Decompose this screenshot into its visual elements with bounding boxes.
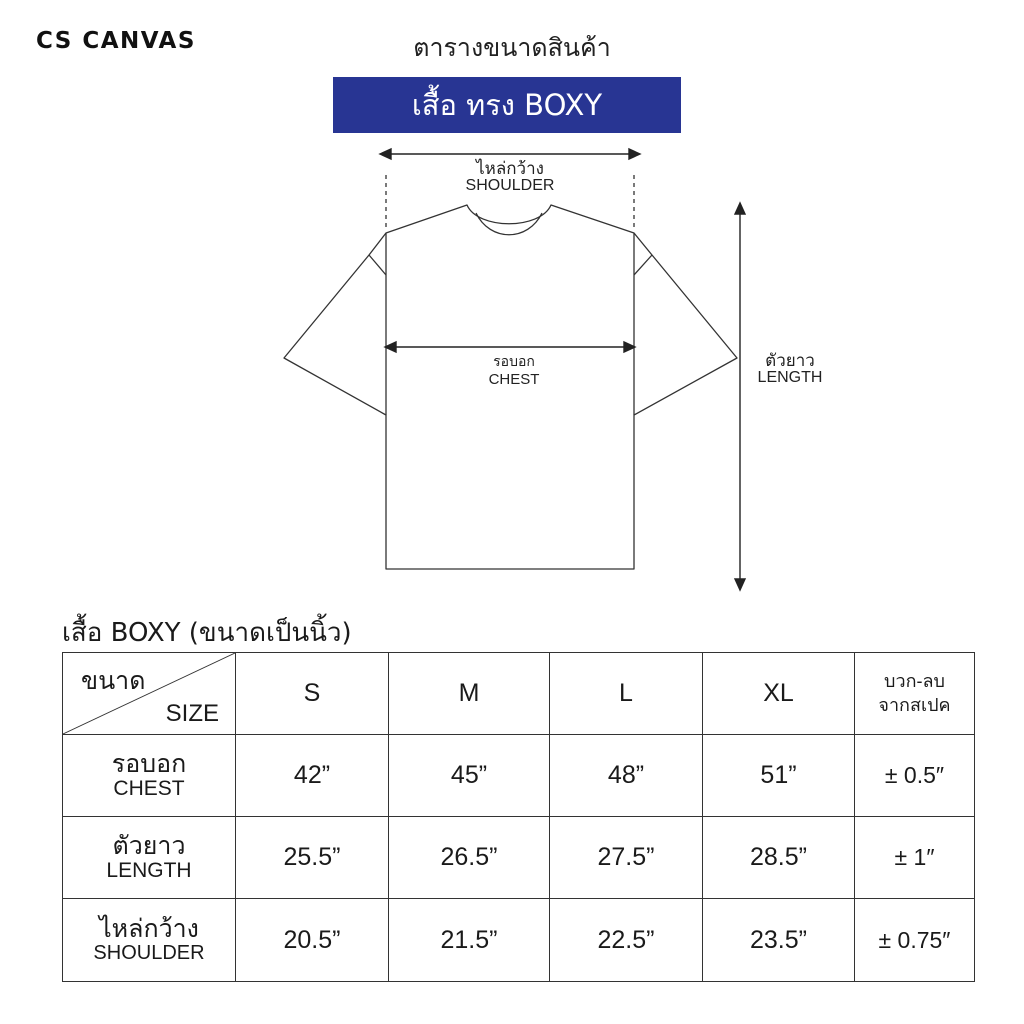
row-label-en: LENGTH bbox=[106, 859, 192, 883]
length-tolerance: ± 1″ bbox=[855, 817, 975, 899]
size-header-l: L bbox=[550, 653, 703, 735]
row-label-chest bbox=[63, 735, 236, 817]
size-table bbox=[62, 652, 975, 982]
length-s-value: 25.5” bbox=[236, 817, 389, 899]
size-header-xl: XL bbox=[703, 653, 855, 735]
size-header-m: M bbox=[389, 653, 550, 735]
row-label-en: SHOULDER bbox=[93, 942, 205, 965]
shoulder-s-value: 20.5” bbox=[236, 899, 389, 982]
row-label-th: รอบอก bbox=[111, 749, 187, 778]
tolerance-header-line1: บวก-ลบ bbox=[884, 671, 945, 692]
row-label-en: CHEST bbox=[113, 777, 185, 801]
shoulder-label-en: SHOULDER bbox=[465, 176, 555, 194]
shoulder-tolerance: ± 0.75″ bbox=[855, 899, 975, 982]
chest-label-en: CHEST bbox=[488, 370, 540, 388]
chest-label bbox=[464, 354, 564, 387]
table-row bbox=[63, 899, 975, 982]
length-label-th: ตัวยาว bbox=[765, 351, 815, 370]
table-row bbox=[63, 735, 975, 817]
length-label-en: LENGTH bbox=[757, 368, 823, 386]
chest-l-value: 48” bbox=[550, 735, 703, 817]
chest-tolerance: ± 0.5″ bbox=[855, 735, 975, 817]
banner-text: เสื้อ ทรง BOXY bbox=[411, 88, 603, 122]
row-label-shoulder bbox=[63, 899, 236, 982]
corner-cell bbox=[63, 653, 236, 735]
table-row bbox=[63, 817, 975, 899]
page-title: ตารางขนาดสินค้า bbox=[413, 33, 611, 62]
tolerance-header-line2: จากสเปค bbox=[878, 694, 951, 715]
chest-s-value: 42” bbox=[236, 735, 389, 817]
corner-label-th: ขนาด bbox=[81, 667, 146, 695]
size-table-title: เสื้อ BOXY (ขนาดเป็นนิ้ว) bbox=[62, 618, 352, 648]
shoulder-xl-value: 23.5” bbox=[703, 899, 855, 982]
length-arrow bbox=[735, 203, 745, 590]
length-l-value: 27.5” bbox=[550, 817, 703, 899]
shoulder-l-value: 22.5” bbox=[550, 899, 703, 982]
chest-arrow bbox=[385, 342, 635, 352]
size-header-s: S bbox=[236, 653, 389, 735]
tolerance-header bbox=[855, 653, 975, 735]
chest-xl-value: 51” bbox=[703, 735, 855, 817]
table-header-row bbox=[63, 653, 975, 735]
shoulder-arrow bbox=[380, 149, 640, 159]
length-m-value: 26.5” bbox=[389, 817, 550, 899]
shoulder-label bbox=[440, 160, 580, 195]
row-label-th: ตัวยาว bbox=[112, 831, 186, 860]
chest-m-value: 45” bbox=[389, 735, 550, 817]
brand-logo: CS CANVAS bbox=[36, 28, 196, 54]
row-label-length bbox=[63, 817, 236, 899]
shoulder-m-value: 21.5” bbox=[389, 899, 550, 982]
length-xl-value: 28.5” bbox=[703, 817, 855, 899]
chest-label-th: รอบอก bbox=[493, 353, 535, 369]
shoulder-label-th: ไหล่กว้าง bbox=[476, 159, 544, 178]
length-label bbox=[748, 352, 832, 387]
corner-label-en: SIZE bbox=[165, 700, 219, 727]
row-label-th: ไหล่กว้าง bbox=[99, 914, 199, 943]
